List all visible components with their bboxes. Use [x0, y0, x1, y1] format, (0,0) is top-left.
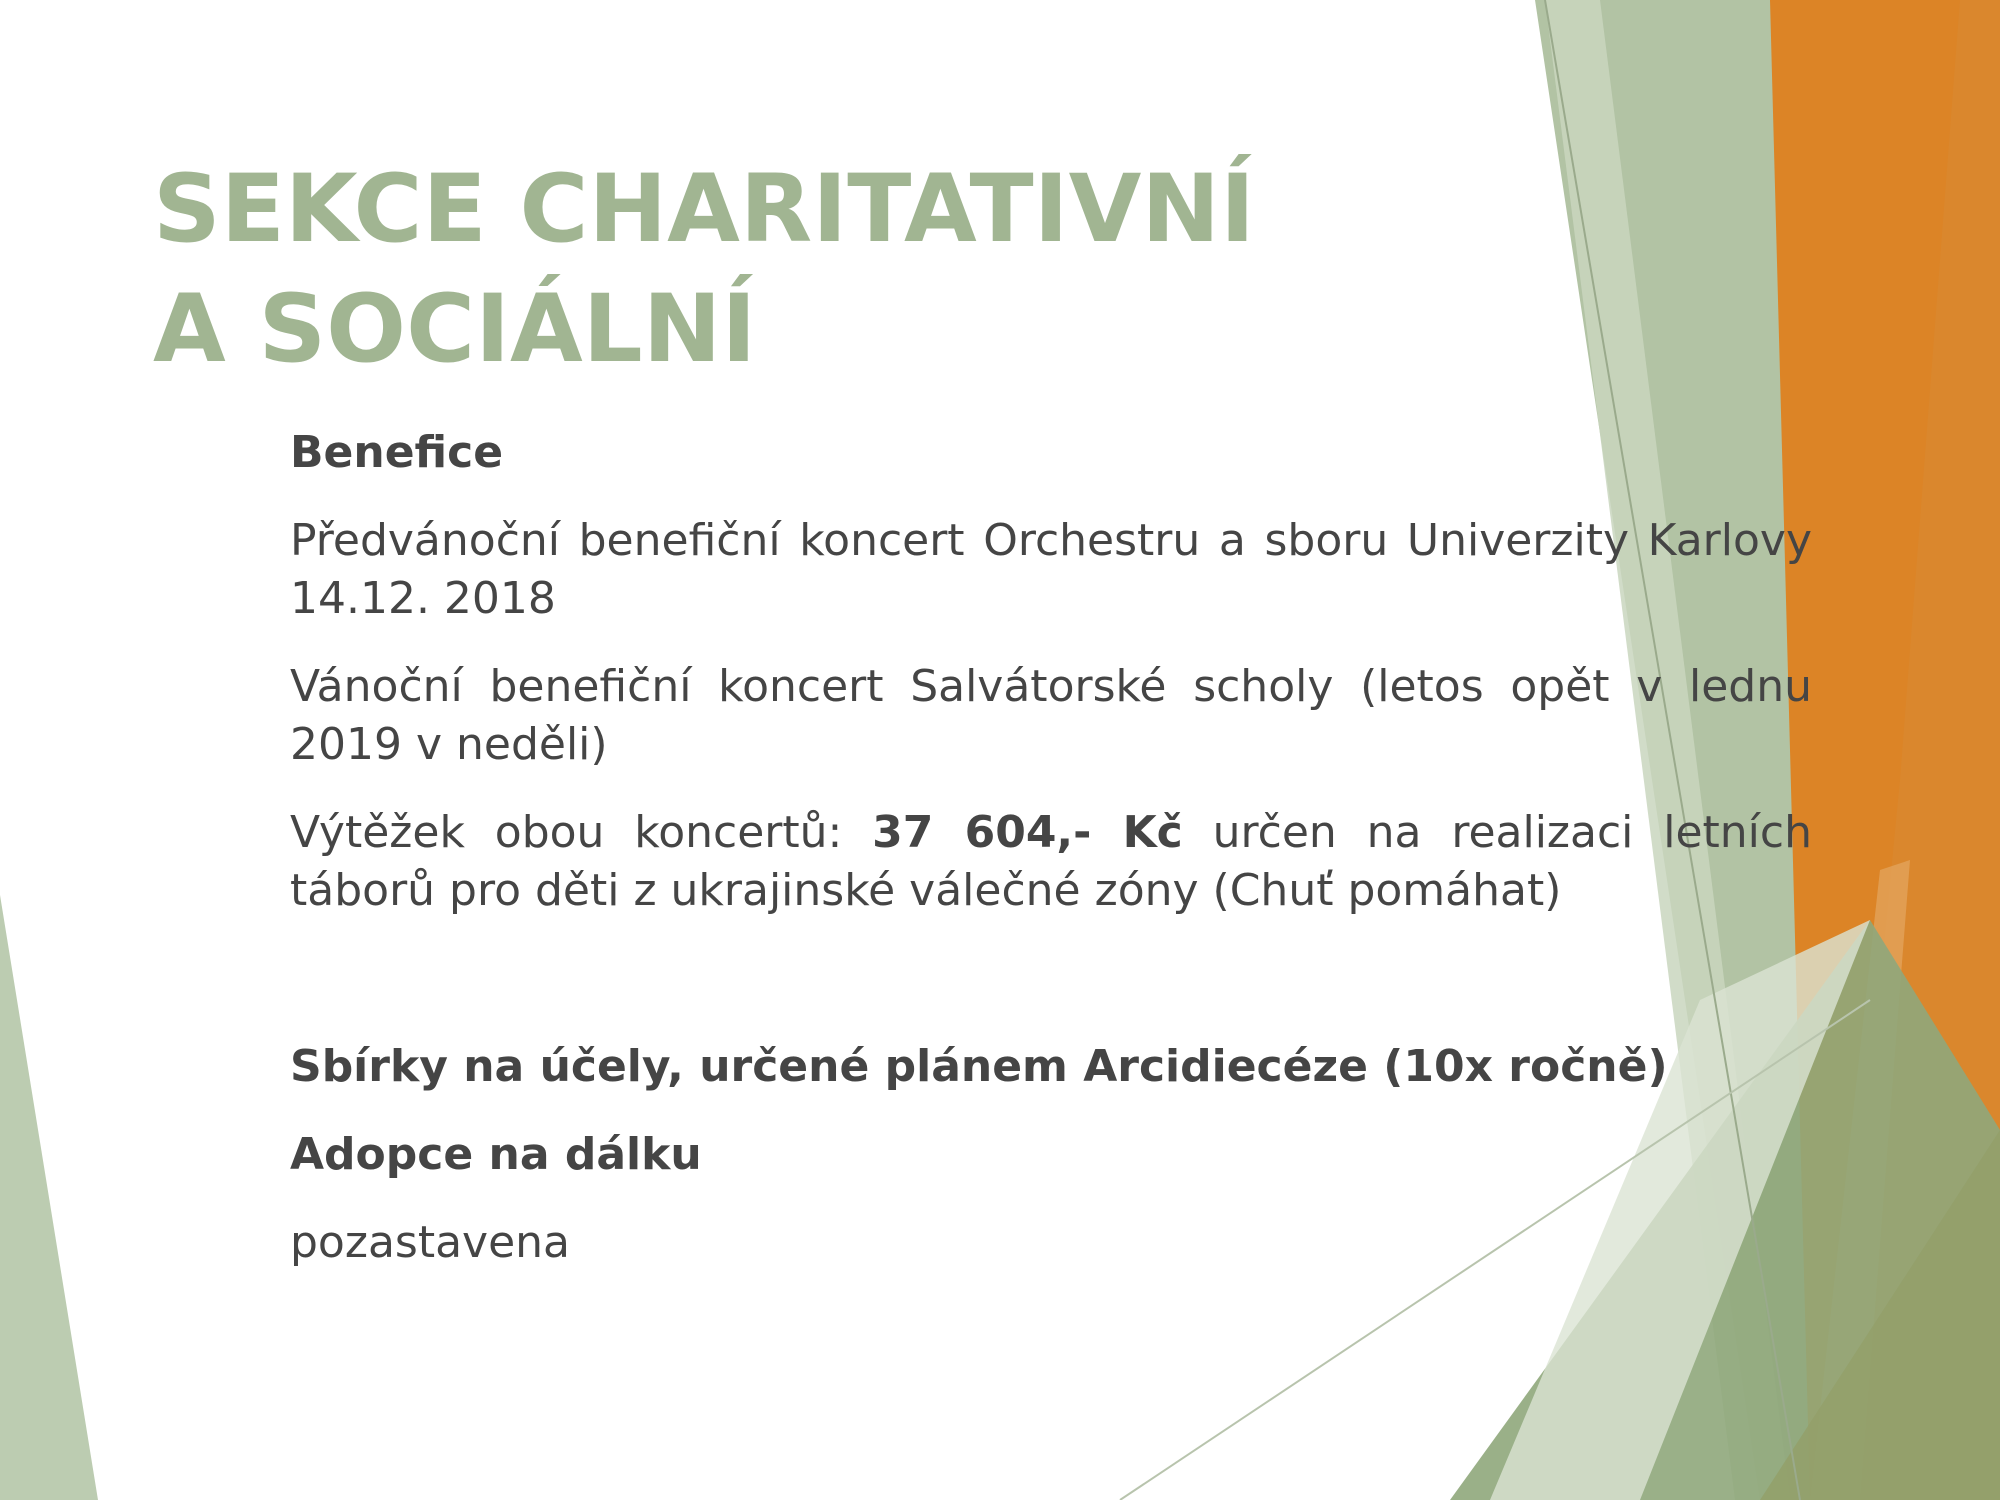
concert1-paragraph: Předvánoční benefiční koncert Orchestru a sboru Univerzity Karlovy 14.12. 2018 [290, 515, 1812, 624]
collections-heading: Sbírky na účely, určené plánem Arcidiecéze (10x ročně) [290, 1041, 1668, 1092]
benefice-heading: Benefice [290, 427, 504, 478]
proceeds-prefix: Výtěžek obou koncertů: [290, 807, 873, 858]
slide-content [290, 424, 1812, 1272]
proceeds-amount: 37 604,- Kč [872, 807, 1183, 858]
adoption-heading: Adopce na dálku [290, 1129, 702, 1180]
left-sage-triangle [0, 895, 98, 1500]
proceeds-suffix: určen na realizaci letních táborů pro děti z ukrajinské válečné zóny (Chuť pomáhat) [290, 807, 1812, 916]
slide-title [153, 150, 1255, 390]
title-line-1: SEKCE CHARITATIVNÍ [153, 155, 1255, 264]
adoption-status: pozastavena [290, 1217, 571, 1268]
concert2-paragraph: Vánoční benefiční koncert Salvátorské scholy (letos opět v lednu 2019 v neděli) [290, 661, 1812, 770]
proceeds-paragraph [290, 804, 1812, 920]
title-line-2: A SOCIÁLNÍ [153, 275, 757, 384]
